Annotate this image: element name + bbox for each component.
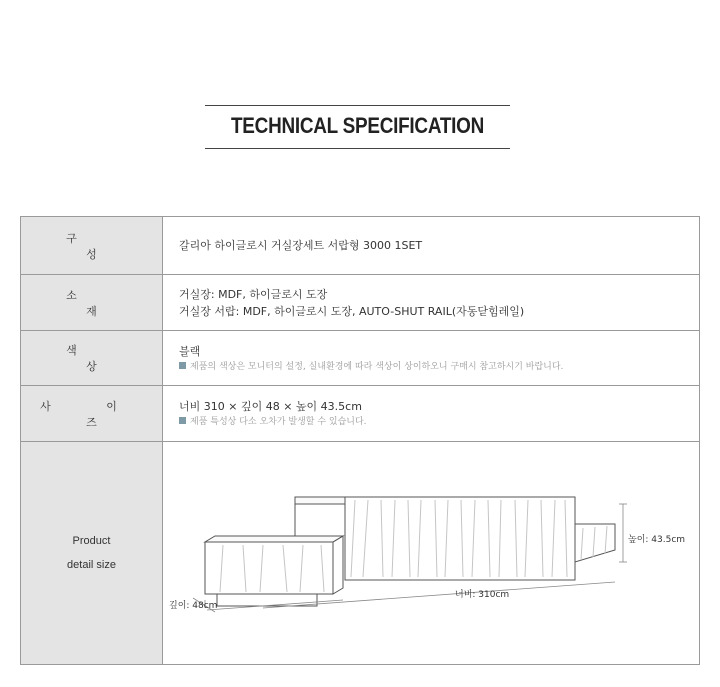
value-size <box>163 386 700 442</box>
label-detail-size: Product detail size <box>21 442 163 665</box>
value-color <box>163 331 700 386</box>
detail-drawing-cell <box>163 442 700 665</box>
label-size: 사 이 즈 <box>21 386 163 442</box>
value-material <box>163 275 700 331</box>
note-square-icon <box>179 362 186 369</box>
size-note: 제품 특성상 다소 오차가 발생할 수 있습니다. <box>179 415 699 429</box>
spec-row-composition <box>21 217 700 275</box>
spec-table <box>20 216 700 665</box>
spec-row-material <box>21 275 700 331</box>
depth-dimension-label: 깊이: 48cm <box>169 601 218 611</box>
spec-row-size <box>21 386 700 442</box>
color-note: 제품의 색상은 모니터의 설정, 실내환경에 따라 색상이 상이하오니 구매시 참고하시기 바랍니다. <box>179 360 699 374</box>
page-title: TECHNICAL SPECIFICATION <box>230 113 485 138</box>
spec-row-detail <box>21 442 700 665</box>
material-line-2: 거실장 서랍: MDF, 하이글로시 도장, AUTO-SHUT RAIL(자동닫힘레일) <box>179 304 525 318</box>
note-square-icon <box>179 417 186 424</box>
furniture-drawing <box>163 442 701 664</box>
material-line-1: 거실장: MDF, 하이글로시 도장 <box>179 287 328 301</box>
composition-text: 갈리아 하이글로시 거실장세트 서랍형 3000 1SET <box>179 239 423 252</box>
height-dimension-label: 높이: 43.5cm <box>628 535 686 545</box>
value-composition <box>163 217 700 275</box>
spec-row-color <box>21 331 700 386</box>
label-color: 색 상 <box>21 331 163 386</box>
size-text: 너비 310 × 깊이 48 × 높이 43.5cm <box>179 400 362 413</box>
width-dimension-label: 너비: 310cm <box>455 590 510 600</box>
label-composition: 구 성 <box>21 217 163 275</box>
color-text: 블랙 <box>179 344 201 358</box>
label-material: 소 재 <box>21 275 163 331</box>
title-box <box>205 105 510 149</box>
